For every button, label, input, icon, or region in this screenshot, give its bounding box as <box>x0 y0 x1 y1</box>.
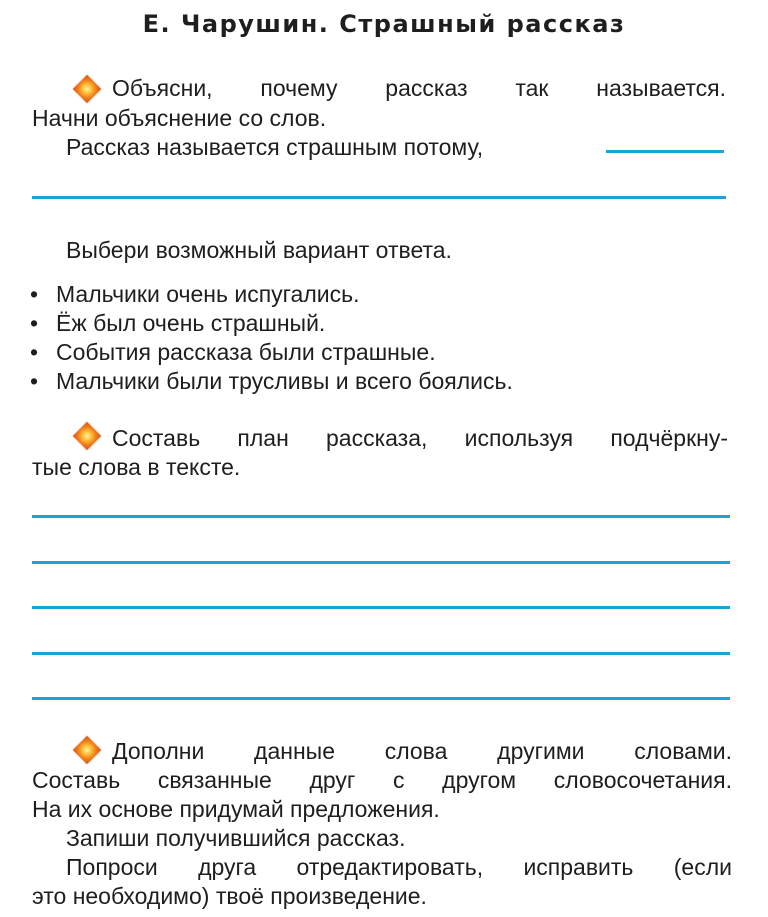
answer-line[interactable] <box>32 606 730 609</box>
task3-line1: Дополни данные слова другими словами. <box>112 738 732 764</box>
answer-line[interactable] <box>32 196 726 199</box>
task3-line5: Попроси друга отредактировать, исправить (если <box>66 854 732 880</box>
task1-line2: Начни объяснение со слов. <box>32 105 327 131</box>
task3-line6: это необходимо) твоё произведение. <box>32 883 427 909</box>
task3-line4: Запиши получившийся рассказ. <box>66 825 406 851</box>
diamond-icon <box>73 75 101 103</box>
answer-line[interactable] <box>32 515 730 518</box>
choice-option: • Мальчики были трусливы и всего боялись. <box>30 368 513 394</box>
answer-line[interactable] <box>32 652 730 655</box>
task3-line2: Составь связанные друг с другом словосочетания. <box>32 767 732 793</box>
answer-line[interactable] <box>606 150 724 153</box>
choice-prompt: Выбери возможный вариант ответа. <box>66 237 452 263</box>
task1-line1: Объясни, почему рассказ так называется. <box>112 75 726 101</box>
task2-line2: тые слова в тексте. <box>32 454 241 480</box>
diamond-icon <box>73 422 101 450</box>
task1-line3: Рассказ называется страшным потому, <box>66 134 484 160</box>
task2-line1: Составь план рассказа, используя подчёркну- <box>112 425 728 451</box>
diamond-icon <box>73 736 101 764</box>
page-title: Е. Чарушин. Страшный рассказ <box>142 10 626 38</box>
choice-option: • Мальчики очень испугались. <box>30 281 360 307</box>
choice-option: • Ёж был очень страшный. <box>30 310 326 336</box>
task3-line3: На их основе придумай предложения. <box>32 796 440 822</box>
choice-option: • События рассказа были страшные. <box>30 339 436 365</box>
answer-line[interactable] <box>32 697 730 700</box>
answer-line[interactable] <box>32 561 730 564</box>
